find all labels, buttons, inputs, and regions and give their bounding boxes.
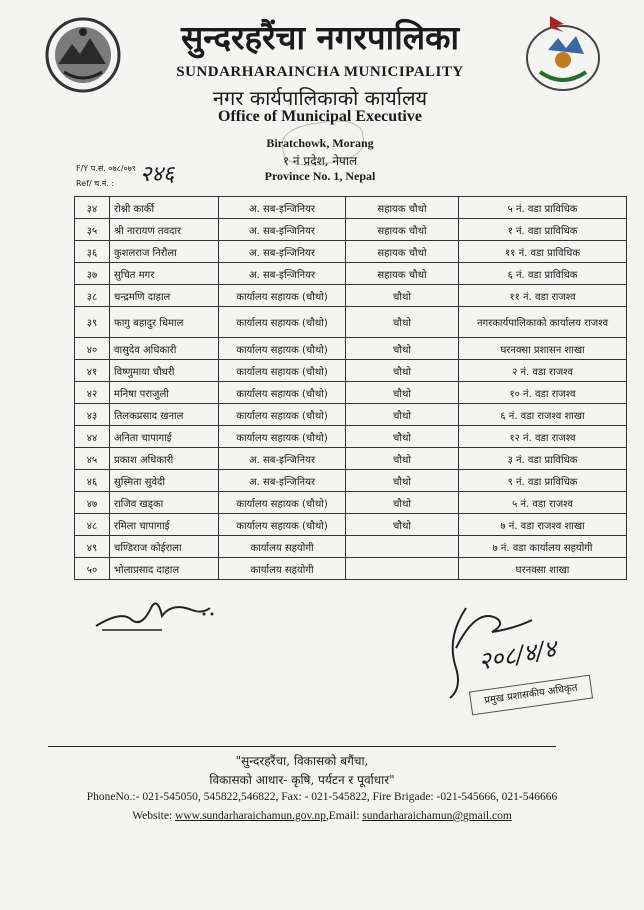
website-label: Website: [132,810,176,822]
name-cell: रमिला चापागाई [110,514,219,536]
assignment-cell: नगरकार्यपालिकाको कार्यालय राजश्व [459,307,627,338]
level-cell: चौथो [346,404,459,426]
municipality-title-english: SUNDARHARAINCHA MUNICIPALITY [176,64,464,80]
name-cell: अनिता चापागाई [110,426,219,448]
website-link[interactable]: www.sundarharaichamun.gov.np [175,810,326,822]
level-cell: सहायक चौथो [346,241,459,263]
email-link[interactable]: sundarharaichamun@gmail.com [362,810,512,822]
name-cell: श्री नारायण तवदार [110,219,219,241]
position-cell: अ. सब-इन्जिनियर [219,448,346,470]
table-row [75,558,627,580]
level-cell [346,536,459,558]
name-cell: चण्डिराज कोईराला [110,536,219,558]
name-cell: वासुदेव अधिकारी [110,338,219,360]
position-cell: अ. सब-इन्जिनियर [219,219,346,241]
position-cell: अ. सब-इन्जिनियर [219,263,346,285]
table-row [75,536,627,558]
assignment-cell: १२ नं. वडा राजश्व [459,426,627,448]
handwritten-dispatch-number: २४६ [140,162,175,187]
chief-officer-stamp: प्रमुख प्रशासकीय अधिकृत [469,675,593,716]
municipality-title-nepali: सुन्दरहरैंचा नगरपालिका [180,18,460,57]
assignment-cell: ६ नं. वडा राजश्व शाखा [459,404,627,426]
level-cell: चौथो [346,470,459,492]
name-cell: रोश्नी कार्की [110,197,219,219]
position-cell: कार्यालय सहायक (चौथो) [219,338,346,360]
table-row [75,360,627,382]
level-cell: चौथो [346,448,459,470]
serial-cell: ४८ [75,514,110,536]
position-cell: कार्यालय सहायक (चौथो) [219,285,346,307]
position-cell: कार्यालय सहायक (चौथो) [219,492,346,514]
assignment-cell: १ नं. वडा प्राविधिक [459,219,627,241]
serial-cell: ३७ [75,263,110,285]
table-row [75,263,627,285]
assignment-cell: ५ नं. वडा राजश्व [459,492,627,514]
position-cell: कार्यालय सहायक (चौथो) [219,360,346,382]
assignment-cell: ११ नं. वडा राजश्व [459,285,627,307]
assignment-cell: ७ नं. वडा कार्यालय सहयोगी [459,536,627,558]
position-cell: कार्यालय सहायक (चौथो) [219,307,346,338]
position-cell: कार्यालय सहयोगी [219,558,346,580]
address-english: Biratchowk, Morang [266,136,374,150]
table-row [75,285,627,307]
table-row [75,448,627,470]
assignment-cell: २ नं. वडा राजश्व [459,360,627,382]
position-cell: कार्यालय सहयोगी [219,536,346,558]
municipality-logo-icon [520,14,606,96]
footer-slogan-line1: "सुन्दरहरैंचा, विकासको बगैंचा, [235,754,369,768]
name-cell: मनिषा पराजुली [110,382,219,404]
level-cell: चौथो [346,307,459,338]
table-row [75,197,627,219]
province-label: Province No. 1, Nepal [264,169,376,183]
table-row [75,307,627,338]
level-cell: चौथो [346,514,459,536]
reference-label: Ref/ च.नं. : [76,179,115,188]
office-title-english: Office of Municipal Executive [218,108,422,125]
serial-cell: ४१ [75,360,110,382]
serial-cell: ३४ [75,197,110,219]
position-cell: अ. सब-इन्जिनियर [219,241,346,263]
footer-contact [0,810,644,822]
name-cell: राजिव खड्का [110,492,219,514]
level-cell: चौथो [346,492,459,514]
table-row [75,219,627,241]
level-cell: चौथो [346,382,459,404]
level-cell [346,558,459,580]
table-row [75,492,627,514]
position-cell: कार्यालय सहायक (चौथो) [219,404,346,426]
assignment-cell: ३ नं. वडा प्राविधिक [459,448,627,470]
name-cell: चन्द्रमणि दाहाल [110,285,219,307]
serial-cell: ३५ [75,219,110,241]
table-row [75,514,627,536]
assignment-cell: ११ नं. वडा प्राविधिक [459,241,627,263]
level-cell: चौथो [346,426,459,448]
level-cell: चौथो [346,285,459,307]
serial-cell: ४६ [75,470,110,492]
serial-cell: ४० [75,338,110,360]
position-cell: कार्यालय सहायक (चौथो) [219,426,346,448]
name-cell: विष्णुमाया चौधरी [110,360,219,382]
table-row [75,404,627,426]
table-row [75,426,627,448]
signature-date: २०८/४/४ [476,634,559,676]
assignment-cell: घरनक्सा शाखा [459,558,627,580]
serial-cell: ४३ [75,404,110,426]
table-row [75,470,627,492]
serial-cell: ५० [75,558,110,580]
nepal-emblem-icon [42,14,124,96]
email-label: ,Email: [325,810,363,822]
name-cell: सुचित मगर [110,263,219,285]
table-row [75,241,627,263]
left-signature [92,590,222,640]
assignment-cell: ९ नं. वडा प्राविधिक [459,470,627,492]
address-nepali: १ नं प्रदेश, नेपाल [282,154,358,168]
serial-cell: ४९ [75,536,110,558]
table-row [75,338,627,360]
level-cell: चौथो [346,338,459,360]
level-cell: सहायक चौथो [346,219,459,241]
level-cell: सहायक चौथो [346,197,459,219]
serial-cell: ४५ [75,448,110,470]
serial-cell: ३६ [75,241,110,263]
footer-divider [48,746,556,747]
assignment-cell: ५ नं. वडा प्राविधिक [459,197,627,219]
position-cell: अ. सब-इन्जिनियर [219,470,346,492]
table-row [75,382,627,404]
office-title-nepali: नगर कार्यपालिकाको कार्यालय [212,86,428,110]
assignment-cell: ७ नं. वडा राजश्व शाखा [459,514,627,536]
name-cell: फागु बहादुर धिमाल [110,307,219,338]
serial-cell: ४२ [75,382,110,404]
name-cell: भोलाप्रसाद दाहाल [110,558,219,580]
assignment-cell: ६ नं. वडा प्राविधिक [459,263,627,285]
level-cell: चौथो [346,360,459,382]
serial-cell: ३९ [75,307,110,338]
position-cell: अ. सब-इन्जिनियर [219,197,346,219]
name-cell: सुस्मिता सुवेदी [110,470,219,492]
assignment-cell: १० नं. वडा राजश्व [459,382,627,404]
name-cell: प्रकाश अधिकारी [110,448,219,470]
assignment-cell: घरनक्सा प्रशासन शाखा [459,338,627,360]
level-cell: सहायक चौथो [346,263,459,285]
position-cell: कार्यालय सहायक (चौथो) [219,382,346,404]
name-cell: तिलकप्रसाद खनाल [110,404,219,426]
staff-assignment-table [74,196,627,580]
serial-cell: ३८ [75,285,110,307]
footer-phone: PhoneNo.:- 021-545050, 545822,546822, Fax: - 021-545822, Fire Brigade: -021-545666, 021-546666 [86,791,558,803]
fiscal-year-label: F/Y प.सं. ०७८/०७९ [76,164,136,173]
name-cell: कुशलराज निरौला [110,241,219,263]
serial-cell: ४४ [75,426,110,448]
footer-slogan-line2: विकासको आधार- कृषि, पर्यटन र पूर्वाधार" [209,773,395,787]
position-cell: कार्यालय सहायक (चौथो) [219,514,346,536]
serial-cell: ४७ [75,492,110,514]
